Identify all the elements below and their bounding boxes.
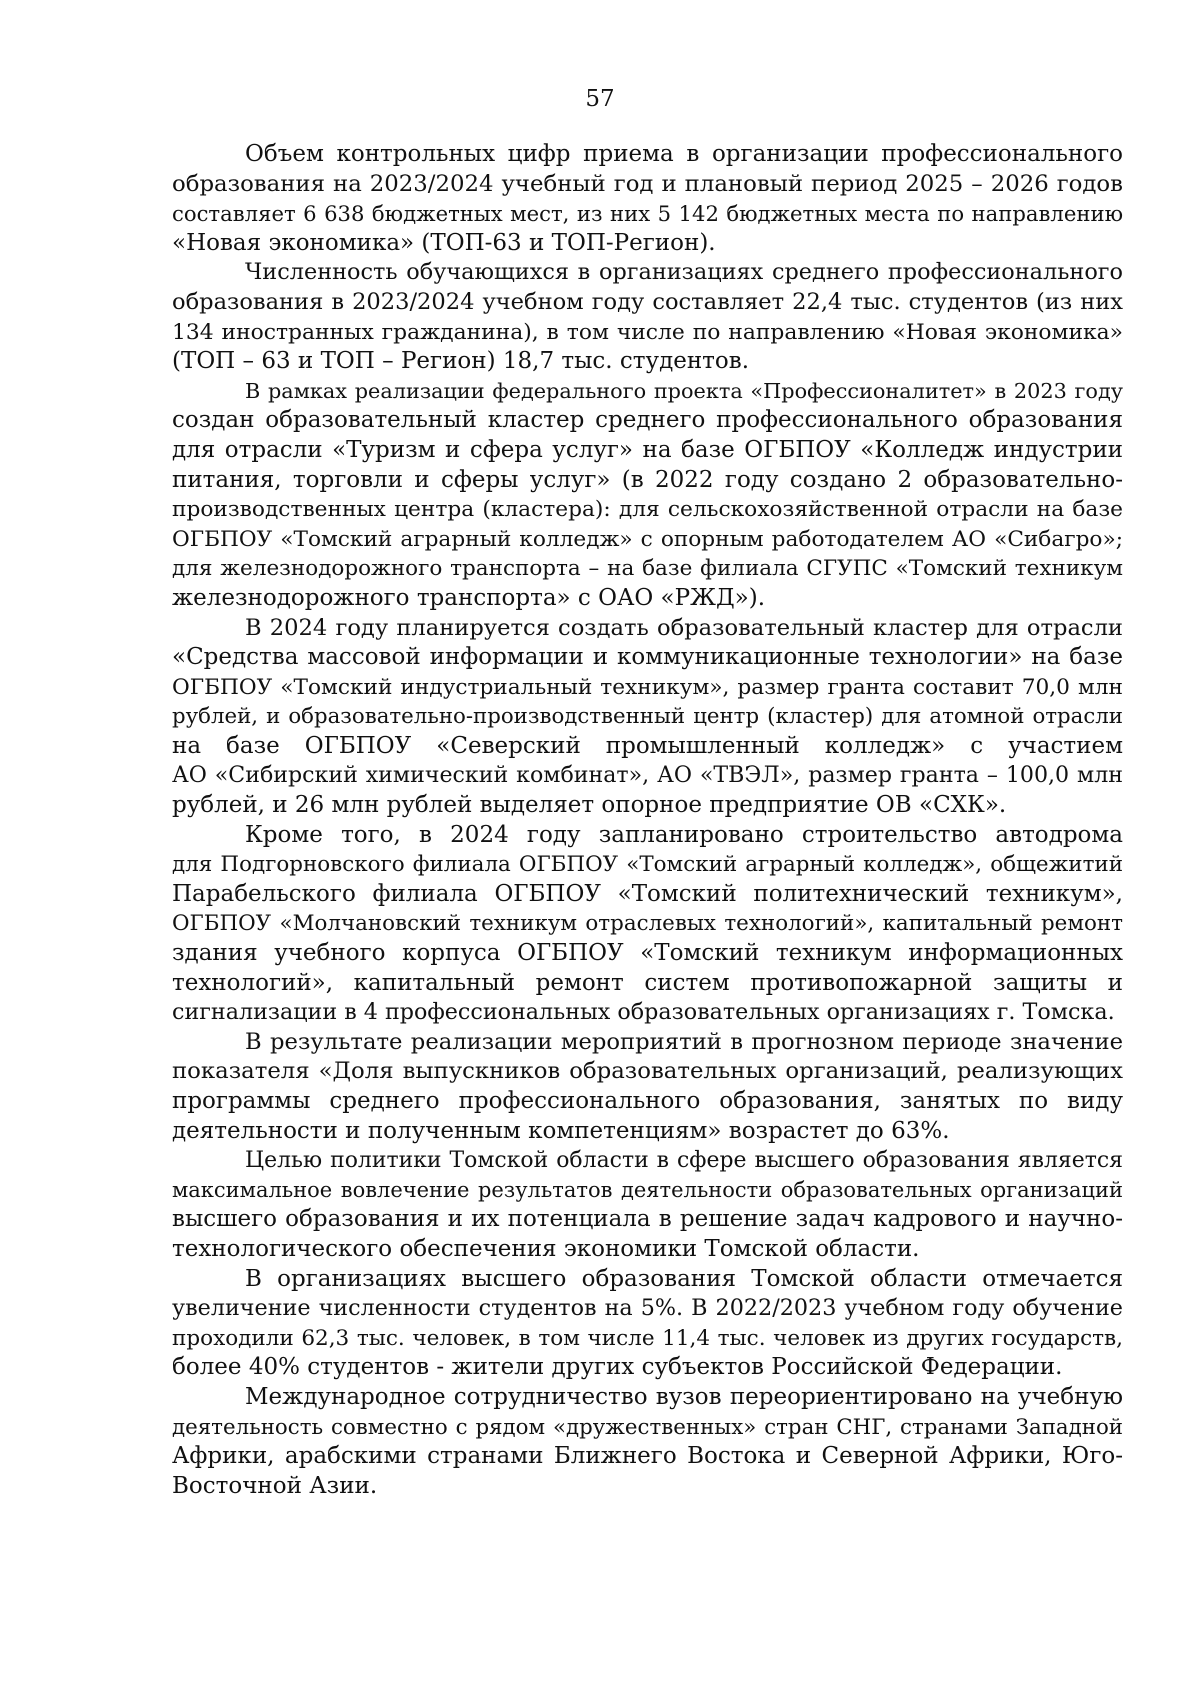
- text-line: для железнодорожного транспорта – на базе филиала СГУПС «Томский техникум: [172, 556, 1123, 582]
- text-line: для отрасли «Туризм и сфера услуг» на базе ОГБПОУ «Колледж индустрии: [172, 436, 1123, 463]
- text-line: Парабельского филиала ОГБПОУ «Томский политехнический техникум»,: [172, 880, 1123, 907]
- text-line: железнодорожного транспорта» с ОАО «РЖД»).: [172, 584, 766, 611]
- paragraph: [172, 140, 1123, 258]
- text-line: Восточной Азии.: [172, 1472, 378, 1499]
- text-line: питания, торговли и сферы услуг» (в 2022 году создано 2 образовательно-: [172, 466, 1123, 493]
- text-line: высшего образования и их потенциала в решение задач кадрового и научно-: [172, 1206, 1123, 1233]
- text-line: деятельности и полученным компетенциям» возрастет до 63%.: [172, 1117, 950, 1144]
- page-number: 57: [585, 86, 615, 112]
- text-line: образования в 2023/2024 учебном году составляет 22,4 тыс. студентов (из них: [172, 288, 1123, 315]
- text-line: В результате реализации мероприятий в прогнозном периоде значение: [245, 1028, 1123, 1055]
- text-line: Международное сотрудничество вузов переориентировано на учебную: [245, 1383, 1123, 1410]
- text-line: ОГБПОУ «Молчановский техникум отраслевых технологий», капитальный ремонт: [172, 911, 1123, 937]
- text-line: В организациях высшего образования Томской области отмечается: [245, 1265, 1123, 1292]
- body-text: [172, 140, 1123, 1501]
- paragraph: [172, 614, 1123, 821]
- text-line: проходили 62,3 тыс. человек, в том числе 11,4 тыс. человек из других государств,: [172, 1325, 1123, 1351]
- text-line: увеличение численности студентов на 5%. В 2022/2023 учебном году обучение: [172, 1295, 1123, 1322]
- text-line: показателя «Доля выпускников образовательных организаций, реализующих: [172, 1058, 1123, 1085]
- text-line: (ТОП – 63 и ТОП – Регион) 18,7 тыс. студентов.: [172, 348, 749, 375]
- text-line: на базе ОГБПОУ «Северский промышленный колледж» с участием: [172, 732, 1123, 759]
- text-line: АО «Сибирский химический комбинат», АО «ТВЭЛ», размер гранта – 100,0 млн: [172, 762, 1123, 789]
- text-line: составляет 6 638 бюджетных мест, из них 5 142 бюджетных места по направлению: [172, 201, 1123, 227]
- text-line: «Новая экономика» (ТОП-63 и ТОП-Регион).: [172, 229, 716, 256]
- text-line: здания учебного корпуса ОГБПОУ «Томский техникум информационных: [172, 940, 1123, 967]
- text-line: программы среднего профессионального образования, занятых по виду: [172, 1088, 1123, 1114]
- text-line: ОГБПОУ «Томский индустриальный техникум», размер гранта составит 70,0 млн: [172, 674, 1123, 700]
- text-line: создан образовательный кластер среднего профессионального образования: [172, 407, 1123, 434]
- text-line: В рамках реализации федерального проекта «Профессионалитет» в 2023 году: [245, 378, 1123, 403]
- text-line: сигнализации в 4 профессиональных образовательных организациях г. Томска.: [172, 999, 1115, 1026]
- text-line: Численность обучающихся в организациях среднего профессионального: [245, 259, 1123, 286]
- paragraph: [172, 1146, 1123, 1264]
- text-line: технологического обеспечения экономики Томской области.: [172, 1235, 920, 1262]
- paragraph: [172, 1265, 1123, 1383]
- paragraph: [172, 1028, 1123, 1146]
- text-line: рублей, и образовательно-производственный центр (кластер) для атомной отрасли: [172, 704, 1123, 730]
- text-line: для Подгорновского филиала ОГБПОУ «Томский аграрный колледж», общежитий: [172, 852, 1123, 878]
- text-line: рублей, и 26 млн рублей выделяет опорное предприятие ОВ «СХК».: [172, 792, 1007, 819]
- text-line: Африки, арабскими странами Ближнего Востока и Северной Африки, Юго-: [172, 1443, 1123, 1470]
- text-line: более 40% студентов - жители других субъектов Российской Федерации.: [172, 1354, 1063, 1381]
- paragraph: [172, 377, 1123, 614]
- text-line: Целью политики Томской области в сфере высшего образования является: [245, 1148, 1123, 1174]
- text-line: технологий», капитальный ремонт систем противопожарной защиты и: [172, 969, 1123, 996]
- paragraph: [172, 821, 1123, 1028]
- paragraph: [172, 1383, 1123, 1501]
- text-line: Объем контрольных цифр приема в организации профессионального: [245, 141, 1123, 167]
- text-line: деятельность совместно с рядом «дружественных» стран СНГ, странами Западной: [172, 1414, 1123, 1440]
- text-line: В 2024 году планируется создать образовательный кластер для отрасли: [245, 614, 1123, 641]
- text-line: Кроме того, в 2024 году запланировано строительство автодрома: [245, 821, 1123, 848]
- text-line: образования на 2023/2024 учебный год и плановый период 2025 – 2026 годов: [172, 170, 1123, 197]
- text-line: ОГБПОУ «Томский аграрный колледж» с опорным работодателем АО «Сибагро»;: [172, 526, 1123, 552]
- paragraph: [172, 258, 1123, 376]
- text-line: 134 иностранных гражданина), в том числе по направлению «Новая экономика»: [172, 319, 1123, 345]
- text-line: производственных центра (кластера): для сельскохозяйственной отрасли на базе: [172, 497, 1123, 523]
- text-line: «Средства массовой информации и коммуникационные технологии» на базе: [172, 644, 1123, 671]
- text-line: максимальное вовлечение результатов деятельности образовательных организаций: [172, 1177, 1123, 1202]
